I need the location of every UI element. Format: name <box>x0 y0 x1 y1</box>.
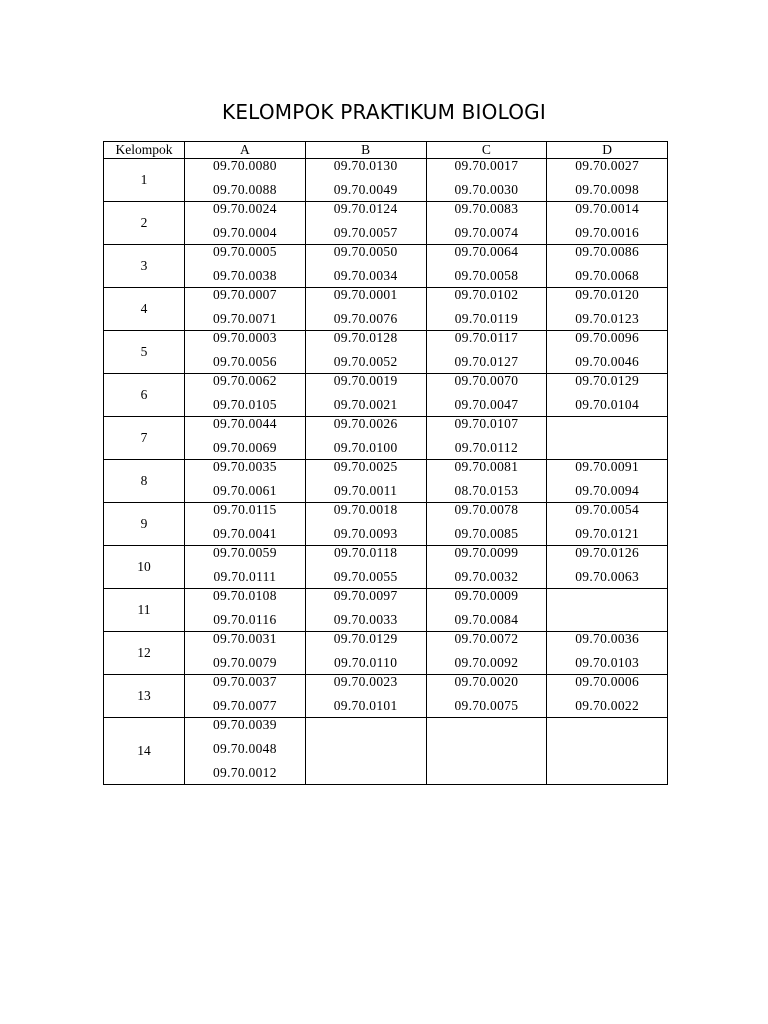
group-table <box>103 141 668 785</box>
student-id: 09.70.0030 <box>454 182 519 197</box>
student-id <box>306 718 426 742</box>
member-cell-a <box>185 245 306 288</box>
table-row <box>104 202 668 245</box>
header-c: C <box>426 142 547 159</box>
student-id: 09.70.0064 <box>454 244 519 259</box>
student-id: 09.70.0104 <box>575 397 639 412</box>
member-cell-a <box>185 202 306 245</box>
student-id: 09.70.0022 <box>575 698 639 713</box>
member-cell-b <box>305 632 426 675</box>
group-number: 6 <box>104 374 185 417</box>
student-id: 09.70.0033 <box>333 612 398 627</box>
student-id: 09.70.0119 <box>454 311 518 326</box>
student-id: 09.70.0098 <box>575 182 639 197</box>
student-id: 09.70.0088 <box>213 182 277 197</box>
student-id: 09.70.0124 <box>333 201 398 216</box>
student-id <box>547 766 667 784</box>
student-id: 09.70.0062 <box>213 373 277 388</box>
student-id: 09.70.0101 <box>333 698 398 713</box>
student-id: 09.70.0084 <box>454 612 519 627</box>
header-row <box>104 142 668 159</box>
member-cell-a <box>185 417 306 460</box>
member-cell-d <box>547 159 668 202</box>
table-row <box>104 417 668 460</box>
student-id: 09.70.0004 <box>213 225 277 240</box>
student-id: 09.70.0036 <box>575 631 639 646</box>
student-id: 09.70.0001 <box>333 287 398 302</box>
student-id: 09.70.0037 <box>213 674 277 689</box>
table-row <box>104 331 668 374</box>
table-row <box>104 288 668 331</box>
member-cell-a <box>185 718 306 785</box>
student-id <box>547 718 667 742</box>
member-cell-a <box>185 159 306 202</box>
member-cell-c <box>426 632 547 675</box>
student-id: 09.70.0018 <box>333 502 398 517</box>
member-cell-b <box>305 675 426 718</box>
header-a: A <box>185 142 306 159</box>
group-number: 2 <box>104 202 185 245</box>
table-row <box>104 460 668 503</box>
student-id: 09.70.0016 <box>575 225 639 240</box>
member-cell-a <box>185 632 306 675</box>
student-id: 09.70.0052 <box>333 354 398 369</box>
member-cell-a <box>185 589 306 632</box>
student-id: 09.70.0050 <box>333 244 398 259</box>
table-row <box>104 632 668 675</box>
student-id: 09.70.0112 <box>454 440 518 455</box>
member-cell-c <box>426 675 547 718</box>
student-id: 09.70.0058 <box>454 268 519 283</box>
header-b: B <box>305 142 426 159</box>
student-id: 09.70.0092 <box>454 655 519 670</box>
table-row <box>104 675 668 718</box>
member-cell-d <box>547 503 668 546</box>
student-id: 09.70.0048 <box>213 741 277 756</box>
student-id: 09.70.0038 <box>213 268 277 283</box>
student-id: 09.70.0099 <box>454 545 519 560</box>
member-cell-a <box>185 331 306 374</box>
member-cell-d <box>547 245 668 288</box>
member-cell-d <box>547 718 668 785</box>
member-cell-d <box>547 331 668 374</box>
student-id: 08.70.0153 <box>454 483 519 498</box>
member-cell-b <box>305 159 426 202</box>
member-cell-b <box>305 589 426 632</box>
student-id: 09.70.0116 <box>213 612 277 627</box>
student-id: 09.70.0121 <box>575 526 639 541</box>
student-id: 09.70.0103 <box>575 655 639 670</box>
member-cell-b <box>305 202 426 245</box>
member-cell-c <box>426 245 547 288</box>
group-number: 11 <box>104 589 185 632</box>
student-id: 09.70.0086 <box>575 244 639 259</box>
member-cell-b <box>305 245 426 288</box>
member-cell-d <box>547 675 668 718</box>
student-id: 09.70.0007 <box>213 287 277 302</box>
student-id: 09.70.0012 <box>213 765 277 780</box>
student-id: 09.70.0100 <box>333 440 398 455</box>
student-id: 09.70.0031 <box>213 631 277 646</box>
student-id: 09.70.0118 <box>334 545 398 560</box>
student-id <box>547 742 667 766</box>
header-kelompok: Kelompok <box>104 142 185 159</box>
table-row <box>104 159 668 202</box>
member-cell-d <box>547 460 668 503</box>
member-cell-a <box>185 374 306 417</box>
student-id <box>547 417 667 441</box>
member-cell-c <box>426 159 547 202</box>
student-id: 09.70.0014 <box>575 201 639 216</box>
student-id: 09.70.0005 <box>213 244 277 259</box>
student-id: 09.70.0126 <box>575 545 639 560</box>
group-number: 7 <box>104 417 185 460</box>
student-id: 09.70.0069 <box>213 440 277 455</box>
student-id: 09.70.0003 <box>213 330 277 345</box>
student-id: 09.70.0074 <box>454 225 519 240</box>
member-cell-c <box>426 331 547 374</box>
member-cell-d <box>547 374 668 417</box>
student-id: 09.70.0108 <box>213 588 277 603</box>
student-id: 09.70.0129 <box>333 631 398 646</box>
group-number: 8 <box>104 460 185 503</box>
student-id: 09.70.0020 <box>454 674 519 689</box>
group-number: 3 <box>104 245 185 288</box>
student-id: 09.70.0057 <box>333 225 398 240</box>
member-cell-c <box>426 718 547 785</box>
student-id: 09.70.0046 <box>575 354 639 369</box>
member-cell-d <box>547 632 668 675</box>
member-cell-b <box>305 503 426 546</box>
student-id: 09.70.0041 <box>213 526 277 541</box>
student-id <box>547 441 667 459</box>
member-cell-a <box>185 460 306 503</box>
member-cell-d <box>547 546 668 589</box>
student-id: 09.70.0093 <box>333 526 398 541</box>
student-id: 09.70.0056 <box>213 354 277 369</box>
student-id: 09.70.0085 <box>454 526 519 541</box>
member-cell-d <box>547 417 668 460</box>
student-id: 09.70.0083 <box>454 201 519 216</box>
group-number: 5 <box>104 331 185 374</box>
member-cell-c <box>426 417 547 460</box>
student-id: 09.70.0077 <box>213 698 277 713</box>
student-id: 09.70.0055 <box>333 569 398 584</box>
table-row <box>104 503 668 546</box>
student-id: 09.70.0097 <box>333 588 398 603</box>
student-id: 09.70.0070 <box>454 373 519 388</box>
student-id: 09.70.0080 <box>213 158 277 173</box>
student-id <box>547 613 667 631</box>
member-cell-b <box>305 546 426 589</box>
member-cell-c <box>426 460 547 503</box>
member-cell-a <box>185 288 306 331</box>
student-id: 09.70.0117 <box>454 330 518 345</box>
member-cell-c <box>426 503 547 546</box>
table-row <box>104 245 668 288</box>
student-id: 09.70.0009 <box>454 588 519 603</box>
student-id: 09.70.0025 <box>333 459 398 474</box>
student-id: 09.70.0129 <box>575 373 639 388</box>
group-number: 9 <box>104 503 185 546</box>
member-cell-d <box>547 589 668 632</box>
student-id: 09.70.0123 <box>575 311 639 326</box>
member-cell-b <box>305 718 426 785</box>
member-cell-d <box>547 288 668 331</box>
student-id: 09.70.0075 <box>454 698 519 713</box>
student-id: 09.70.0063 <box>575 569 639 584</box>
student-id: 09.70.0059 <box>213 545 277 560</box>
table-row <box>104 546 668 589</box>
student-id: 09.70.0061 <box>213 483 277 498</box>
student-id: 09.70.0019 <box>333 373 398 388</box>
student-id: 09.70.0039 <box>213 717 277 732</box>
table-body <box>104 159 668 785</box>
table-row <box>104 589 668 632</box>
group-number: 13 <box>104 675 185 718</box>
student-id: 09.70.0044 <box>213 416 277 431</box>
student-id: 09.70.0127 <box>454 354 519 369</box>
member-cell-c <box>426 374 547 417</box>
member-cell-b <box>305 288 426 331</box>
student-id: 09.70.0072 <box>454 631 519 646</box>
member-cell-c <box>426 546 547 589</box>
member-cell-a <box>185 503 306 546</box>
student-id <box>427 766 547 784</box>
student-id: 09.70.0027 <box>575 158 639 173</box>
student-id: 09.70.0006 <box>575 674 639 689</box>
group-number: 12 <box>104 632 185 675</box>
student-id: 09.70.0049 <box>333 182 398 197</box>
member-cell-b <box>305 374 426 417</box>
student-id: 09.70.0035 <box>213 459 277 474</box>
student-id: 09.70.0054 <box>575 502 639 517</box>
student-id: 09.70.0047 <box>454 397 519 412</box>
group-number: 10 <box>104 546 185 589</box>
student-id: 09.70.0078 <box>454 502 519 517</box>
page-title: KELOMPOK PRAKTIKUM BIOLOGI <box>222 100 546 124</box>
student-id: 09.70.0021 <box>333 397 398 412</box>
table-row <box>104 374 668 417</box>
student-id: 09.70.0011 <box>334 483 398 498</box>
student-id <box>306 766 426 784</box>
member-cell-c <box>426 288 547 331</box>
student-id <box>547 589 667 613</box>
student-id <box>427 718 547 742</box>
member-cell-b <box>305 331 426 374</box>
student-id: 09.70.0076 <box>333 311 398 326</box>
student-id: 09.70.0032 <box>454 569 519 584</box>
student-id: 09.70.0107 <box>454 416 519 431</box>
member-cell-d <box>547 202 668 245</box>
student-id <box>427 742 547 766</box>
student-id: 09.70.0023 <box>333 674 398 689</box>
student-id: 09.70.0024 <box>213 201 277 216</box>
member-cell-b <box>305 417 426 460</box>
group-number: 1 <box>104 159 185 202</box>
group-number: 4 <box>104 288 185 331</box>
member-cell-c <box>426 202 547 245</box>
student-id <box>306 742 426 766</box>
student-id: 09.70.0068 <box>575 268 639 283</box>
student-id: 09.70.0128 <box>333 330 398 345</box>
table-row <box>104 718 668 785</box>
member-cell-b <box>305 460 426 503</box>
group-number: 14 <box>104 718 185 785</box>
student-id: 09.70.0105 <box>213 397 277 412</box>
student-id: 09.70.0111 <box>213 569 277 584</box>
student-id: 09.70.0102 <box>454 287 519 302</box>
student-id: 09.70.0071 <box>213 311 277 326</box>
student-id: 09.70.0017 <box>454 158 519 173</box>
header-d: D <box>547 142 668 159</box>
student-id: 09.70.0110 <box>334 655 398 670</box>
student-id: 09.70.0079 <box>213 655 277 670</box>
student-id: 09.70.0081 <box>454 459 519 474</box>
student-id: 09.70.0094 <box>575 483 639 498</box>
member-cell-c <box>426 589 547 632</box>
member-cell-a <box>185 546 306 589</box>
student-id: 09.70.0115 <box>213 502 277 517</box>
student-id: 09.70.0091 <box>575 459 639 474</box>
student-id: 09.70.0026 <box>333 416 398 431</box>
student-id: 09.70.0120 <box>575 287 639 302</box>
student-id: 09.70.0130 <box>333 158 398 173</box>
student-id: 09.70.0096 <box>575 330 639 345</box>
member-cell-a <box>185 675 306 718</box>
student-id: 09.70.0034 <box>333 268 398 283</box>
